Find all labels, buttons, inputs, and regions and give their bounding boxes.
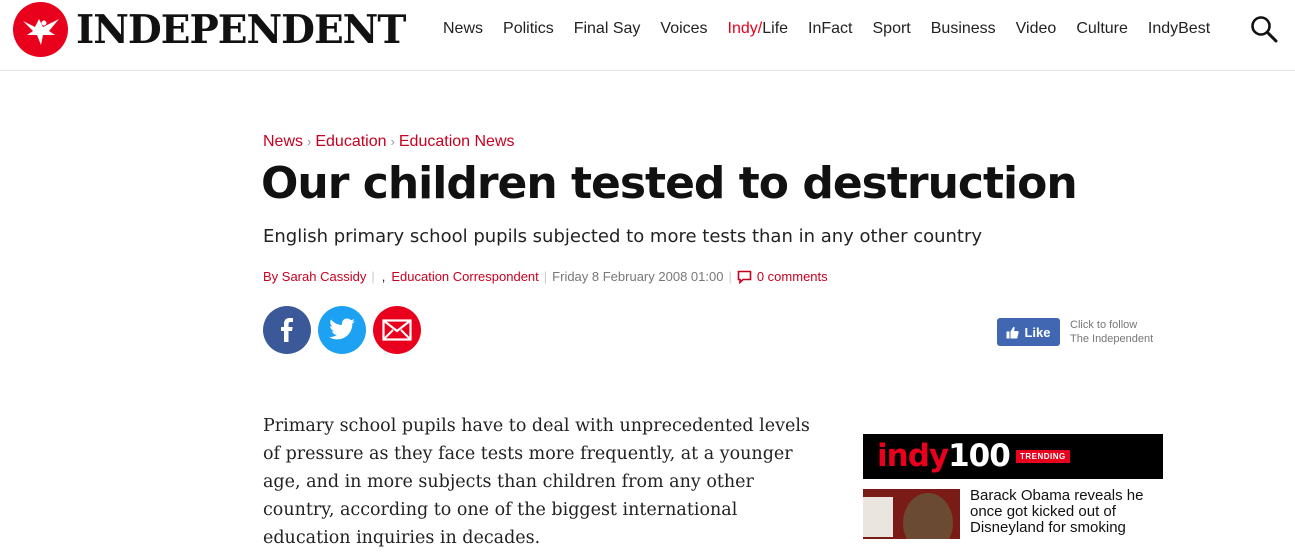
main-nav (443, 20, 1230, 38)
thumbs-up-icon (1006, 326, 1019, 339)
nav-indy-life-suffix: Life (762, 20, 789, 37)
thumbnail-document-shape (863, 497, 893, 537)
indy100-widget-header[interactable] (863, 434, 1163, 479)
nav-indy-life-prefix: Indy/ (727, 20, 763, 37)
comment-icon (737, 270, 752, 284)
nav-culture[interactable]: Culture (1076, 20, 1128, 37)
indy100-logo (877, 438, 1010, 474)
trending-story-title[interactable]: Barack Obama reveals he once got kicked out of Disneyland for smoking (970, 487, 1144, 536)
facebook-icon (277, 317, 297, 343)
nav-sport[interactable]: Sport (872, 20, 911, 37)
search-icon[interactable] (1249, 14, 1279, 44)
email-icon (382, 319, 412, 341)
nav-infact[interactable]: InFact (808, 20, 853, 37)
article-body-paragraph: Primary school pupils have to deal with unprecedented levels of pressure as they face tests more frequently, at a younger age, and in more subjects than children from any other country, according to one of the biggest international education inquiries in decades. (263, 416, 810, 548)
share-twitter-button[interactable] (318, 306, 366, 354)
indy100-logo-number: 100 (948, 438, 1010, 474)
breadcrumb-separator: › (307, 134, 312, 149)
like-label: Like (1024, 324, 1051, 340)
article-headline: Our children tested to destruction (261, 158, 1077, 209)
article-subhead: English primary school pupils subjected to more tests than in any other country (263, 226, 983, 247)
twitter-icon (328, 318, 356, 342)
facebook-like-button[interactable] (997, 318, 1060, 346)
trending-story-thumbnail[interactable] (863, 489, 960, 539)
article-byline (263, 269, 828, 284)
breadcrumb (263, 133, 515, 151)
thumbnail-portrait-shape (903, 493, 953, 539)
breadcrumb-news[interactable]: News (263, 133, 304, 150)
nav-politics[interactable]: Politics (503, 20, 554, 37)
nav-indy-life[interactable] (728, 20, 788, 38)
nav-news[interactable]: News (443, 20, 484, 37)
nav-video[interactable]: Video (1015, 20, 1057, 37)
nav-indybest[interactable]: IndyBest (1147, 20, 1211, 37)
trending-badge: TRENDING (1016, 450, 1070, 463)
site-header (0, 0, 1295, 71)
breadcrumb-education-news[interactable]: Education News (398, 133, 515, 150)
share-email-button[interactable] (373, 306, 421, 354)
nav-final-say[interactable]: Final Say (573, 20, 641, 37)
byline-separator: | (728, 269, 732, 284)
author-role-link[interactable]: Education Correspondent (391, 269, 539, 284)
share-facebook-button[interactable] (263, 306, 311, 354)
follow-line-2: The Independent (1070, 333, 1154, 345)
breadcrumb-separator: › (390, 134, 395, 149)
nav-business[interactable]: Business (930, 20, 996, 37)
comments-count: 0 comments (756, 269, 828, 284)
byline-comma: , (381, 269, 386, 284)
publish-date: Friday 8 February 2008 01:00 (552, 269, 724, 284)
follow-prompt (1070, 318, 1153, 346)
comments-link[interactable] (737, 269, 828, 284)
site-logo[interactable] (13, 2, 405, 57)
indy100-logo-text: indy (877, 438, 949, 474)
logo-wordmark: INDEPENDENT (76, 6, 406, 53)
breadcrumb-education[interactable]: Education (315, 133, 387, 150)
follow-line-1: Click to follow (1070, 319, 1138, 331)
eagle-icon (13, 2, 68, 57)
byline-separator: | (543, 269, 548, 284)
author-link[interactable]: By Sarah Cassidy (263, 269, 367, 284)
byline-separator: | (371, 269, 375, 284)
nav-voices[interactable]: Voices (660, 20, 708, 37)
